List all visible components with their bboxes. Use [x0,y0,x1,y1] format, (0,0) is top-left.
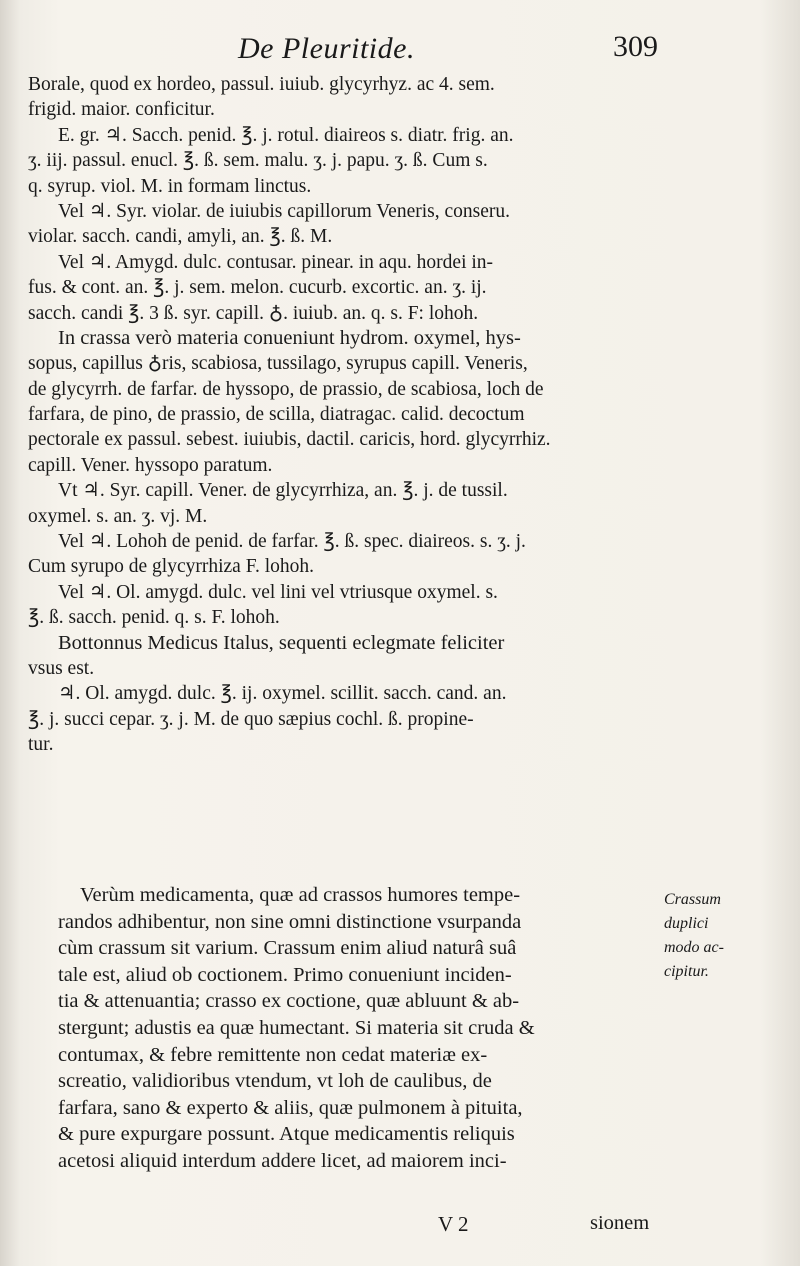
text-line: de glycyrrh. de farfar. de hyssopo, de prassio, de scabiosa, loch de [28,378,544,400]
text-line: Vel ♃. Ol. amygd. dulc. vel lini vel vtriusque oxymel. s. [58,581,498,603]
margin-note-line: cipitur. [664,963,709,980]
text-line: ʒ. iij. passul. enucl. ℥. ß. sem. malu. ʒ. j. papu. ʒ. ß. Cum s. [28,150,488,172]
margin-note-line: duplici [664,915,709,932]
text-line: fus. & cont. an. ℥. j. sem. melon. cucurb. excortic. an. ʒ. ij. [28,277,487,299]
text-line: ♃. Ol. amygd. dulc. ℥. ij. oxymel. scillit. sacch. cand. an. [58,683,507,705]
text-line: farfara, de pino, de prassio, de scilla, diatragac. calid. decoctum [28,404,525,426]
text-line: Cum syrupo de glycyrrhiza F. lohoh. [28,556,315,578]
signature-mark: V 2 [438,1212,469,1236]
text-line: tia & attenuantia; crasso ex coctione, quæ abluunt & ab- [58,990,520,1013]
text-line: & pure expurgare possunt. Atque medicamentis reliquis [58,1123,515,1146]
text-line: randos adhibentur, non sine omni distinctione vsurpanda [58,910,522,933]
text-line: pectorale ex passul. sebest. iuiubis, dactil. caricis, hord. glycyrrhiz. [28,429,551,451]
marginal-note [664,888,784,984]
text-line: acetosi aliquid interdum addere licet, ad maiorem inci- [58,1149,507,1172]
text-line: tale est, aliud ob coctionem. Primo conueniunt inciden- [58,963,512,986]
text-line: capill. Vener. hyssopo paratum. [28,454,273,476]
text-line: violar. sacch. candi, amyli, an. ℥. ß. M. [28,226,333,248]
margin-note-line: Crassum [664,891,721,908]
text-line: Vel ♃. Amygd. dulc. contusar. pinear. in aqu. hordei in- [58,251,494,273]
text-line: q. syrup. viol. M. in formam linctus. [28,175,312,197]
text-line: E. gr. ♃. Sacch. penid. ℥. j. rotul. diaireos s. diatr. frig. an. [58,124,514,146]
text-line: Vel ♃. Syr. violar. de iuiubis capillorum Veneris, conseru. [58,200,511,222]
text-line: Borale, quod ex hordeo, passul. iuiub. glycyrhyz. ac 4. sem. [28,74,495,95]
text-line: vsus est. [28,657,95,679]
text-line: Bottonnus Medicus Italus, sequenti eclegmate feliciter [58,631,505,654]
text-line: ℥. ß. sacch. penid. q. s. F. lohoh. [28,607,280,629]
text-line: farfara, sano & experto & aliis, quæ pulmonem à pituita, [58,1096,523,1119]
text-line: oxymel. s. an. ʒ. vj. M. [28,505,208,527]
catch-word: sionem [590,1212,650,1234]
recipe-block [28,72,658,758]
text-line: frigid. maior. conficitur. [28,99,215,121]
page-header [28,30,668,70]
text-line: Vel ♃. Lohoh de penid. de farfar. ℥. ß. spec. diaireos. s. ʒ. j. [58,531,526,553]
text-line: cùm crassum sit varium. Crassum enim aliud naturâ suâ [58,937,517,960]
text-line: In crassa verò materia conueniunt hydrom. oxymel, hys- [58,326,521,349]
text-line: ℥. j. succi cepar. ʒ. j. M. de quo sæpius cochl. ß. propine- [28,708,474,730]
text-line: stergunt; adustis ea quæ humectant. Si materia sit cruda & [58,1016,535,1039]
text-line: Vt ♃. Syr. capill. Vener. de glycyrrhiza, an. ℥. j. de tussil. [58,480,508,502]
text-line: sacch. candi ℥. 3 ß. syr. capill. ♁. iuiub. an. q. s. F: lohoh. [28,302,479,324]
text-line: sopus, capillus ♁ris, scabiosa, tussilago, syrupus capill. Veneris, [28,353,528,375]
text-line: contumax, & febre remittente non cedat materiæ ex- [58,1043,488,1066]
text-line: screatio, validioribus vtendum, vt loh de caulibus, de [58,1070,492,1093]
text-line: tur. [28,734,54,756]
page-number: 309 [613,30,658,63]
margin-note-line: modo ac- [664,939,724,956]
main-paragraph [58,882,668,1175]
text-line: Verùm medicamenta, quæ ad crassos humores tempe- [80,884,521,906]
running-title: De Pleuritide. [238,32,415,65]
